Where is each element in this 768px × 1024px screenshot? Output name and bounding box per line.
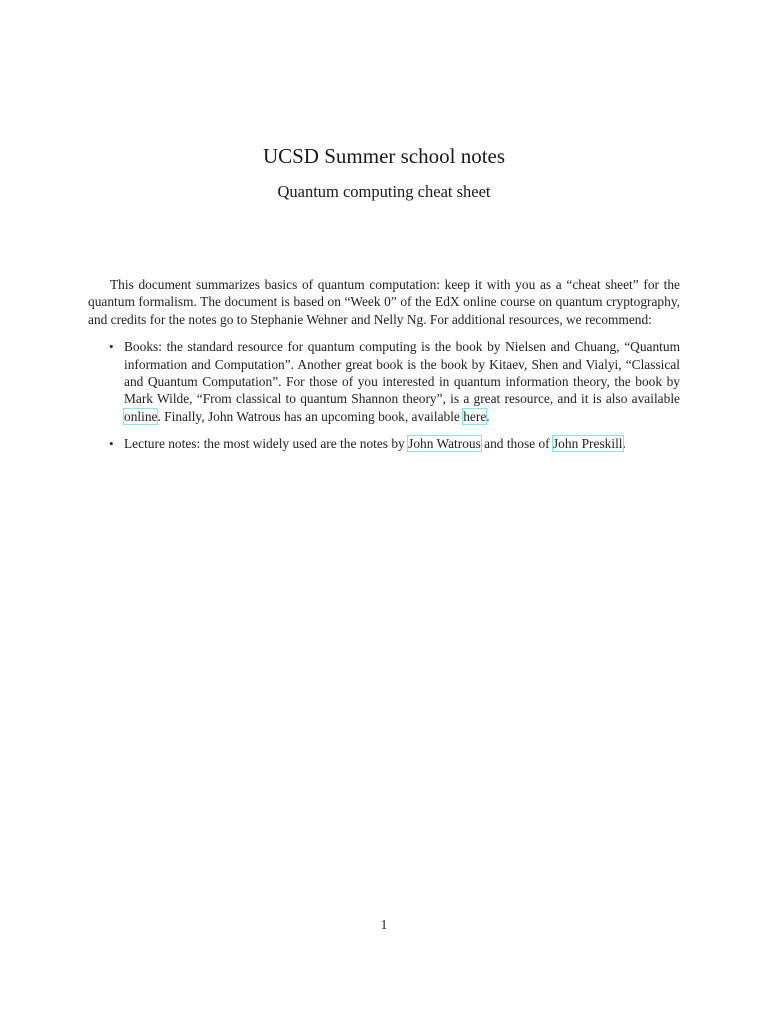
list-item-books	[88, 338, 680, 425]
books-text-part-1: Books: the standard resource for quantum computing is the book by Nielsen and Chuang, “Quantum information and Computation”. Another great book is the book by Kitaev, Shen and Vialyi, “Classical and Quantum Computation”. For those of you interested in quantum information theory, the book by Mark Wilde, “From classical to quantum Shannon theory”, is a great resource, and it is also available	[124, 339, 680, 407]
notes-text-part-2: and those of	[480, 436, 553, 452]
document-title: UCSD Summer school notes	[262, 144, 506, 168]
link-john-watrous[interactable]: John Watrous	[408, 436, 481, 452]
books-text-part-2: . Finally, John Watrous has an upcoming book, available	[157, 408, 464, 424]
document-subtitle: Quantum computing cheat sheet	[277, 182, 491, 201]
document-body	[88, 276, 680, 463]
link-online[interactable]: online	[124, 408, 158, 424]
books-text-part-3: .	[486, 408, 490, 424]
link-here[interactable]: here	[463, 408, 487, 424]
recommendation-list	[88, 338, 680, 452]
list-item-lecture-notes	[88, 435, 680, 452]
notes-text-part-3: .	[622, 436, 626, 452]
bullet-icon: •	[109, 339, 114, 355]
notes-text-part-1: Lecture notes: the most widely used are the notes by	[124, 436, 409, 452]
link-john-preskill[interactable]: John Preskill	[552, 436, 623, 452]
intro-paragraph: This document summarizes basics of quantum computation: keep it with you as a “cheat sheet” for the quantum formalism. The document is based on “Week 0” of the EdX online course on quantum cryptography, and credits for the notes go to Stephanie Wehner and Nelly Ng. For additional resources, we recommend:	[88, 277, 680, 327]
bullet-icon: •	[109, 436, 114, 452]
page-number: 1	[380, 917, 388, 932]
